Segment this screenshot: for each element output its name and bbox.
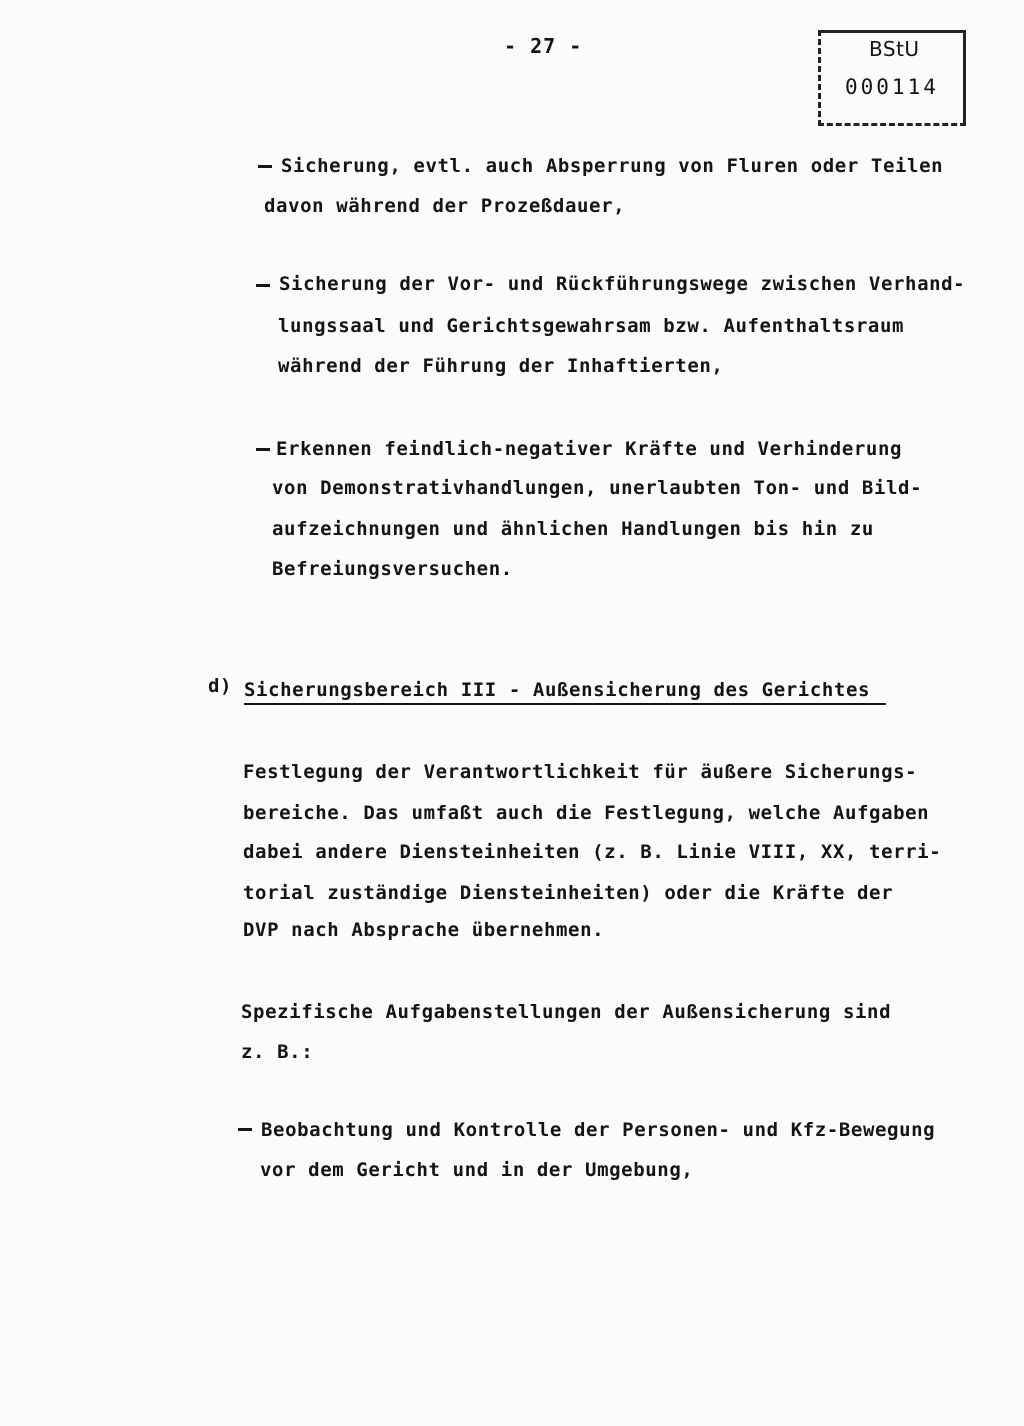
heading-underline	[244, 703, 886, 705]
item-line: Beobachtung und Kontrolle der Personen- und Kfz-Bewegung	[261, 1119, 936, 1141]
paragraph-line: torial zuständige Diensteinheiten) oder die Kräfte der	[243, 882, 894, 904]
section-heading: Sicherungsbereich III - Außensicherung des Gerichtes	[244, 679, 871, 701]
item-line: von Demonstrativhandlungen, unerlaubten Ton- und Bild-	[272, 477, 923, 499]
paragraph-line: dabei andere Diensteinheiten (z. B. Linie VIII, XX, terri-	[243, 841, 942, 863]
bullet-dash	[256, 448, 270, 451]
item-line: davon während der Prozeßdauer,	[264, 195, 626, 217]
paragraph-line: z. B.:	[241, 1041, 314, 1063]
page-number: - 27 -	[504, 34, 583, 58]
item-line: vor dem Gericht und in der Umgebung,	[260, 1159, 694, 1181]
paragraph-line: DVP nach Absprache übernehmen.	[243, 919, 605, 941]
item-line: Sicherung, evtl. auch Absperrung von Fluren oder Teilen	[281, 155, 944, 177]
paragraph-line: bereiche. Das umfaßt auch die Festlegung, welche Aufgaben	[243, 802, 930, 824]
stamp-authority: BStU	[869, 37, 920, 61]
item-line: Sicherung der Vor- und Rückführungswege zwischen Verhand-	[279, 273, 966, 295]
bullet-dash	[256, 284, 270, 287]
item-line: während der Führung der Inhaftierten,	[278, 355, 724, 377]
item-line: Erkennen feindlich-negativer Kräfte und Verhinderung	[276, 438, 903, 460]
bullet-dash	[258, 165, 272, 168]
section-marker: d)	[208, 675, 233, 697]
paragraph-line: Spezifische Aufgabenstellungen der Außensicherung sind	[241, 1001, 892, 1023]
item-line: lungssaal und Gerichtsgewahrsam bzw. Aufenthaltsraum	[278, 315, 905, 337]
archive-stamp	[818, 30, 966, 126]
bullet-dash	[238, 1128, 252, 1131]
item-line: Befreiungsversuchen.	[272, 558, 513, 580]
stamp-number: 000114	[845, 75, 939, 99]
item-line: aufzeichnungen und ähnlichen Handlungen bis hin zu	[272, 518, 874, 540]
paragraph-line: Festlegung der Verantwortlichkeit für äußere Sicherungs-	[243, 761, 918, 783]
